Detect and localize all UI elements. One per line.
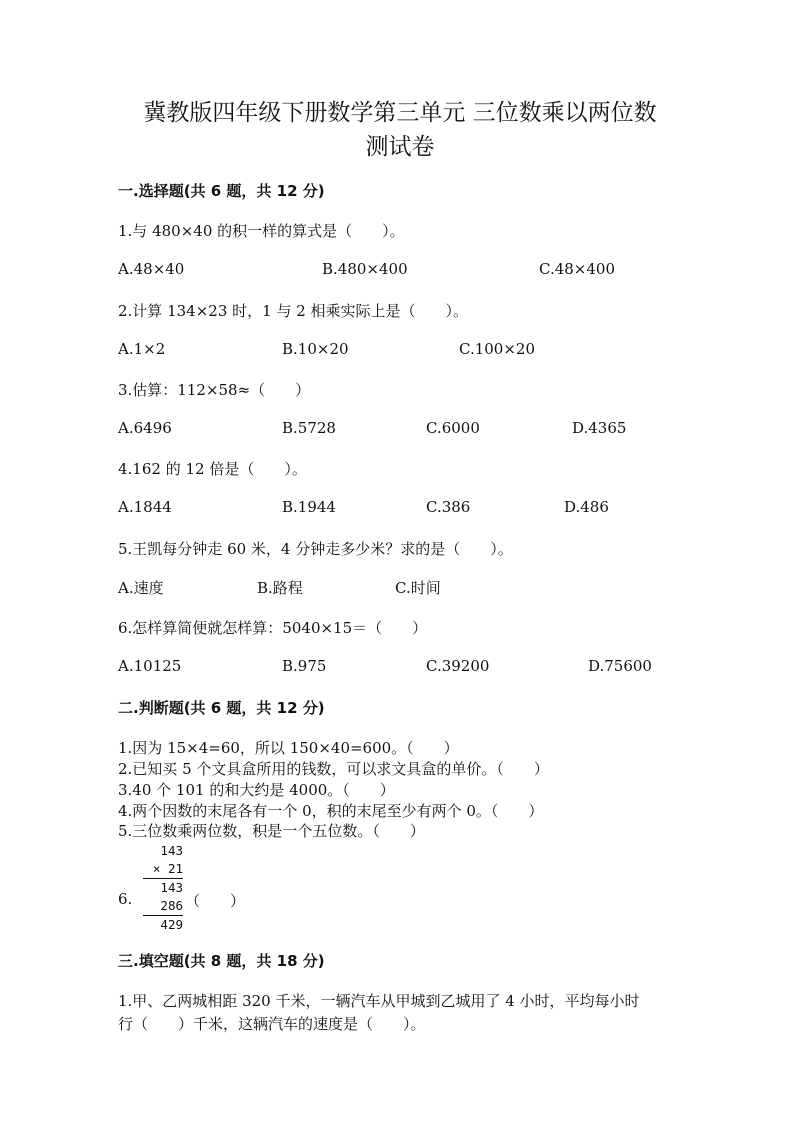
question-text: 4.162 的 12 倍是（ ）。 (118, 460, 307, 478)
option: B.路程 (257, 579, 303, 597)
calc-partial-product: 286 (143, 897, 183, 916)
section-heading-fill: 三.填空题(共 8 题，共 18 分) (118, 952, 325, 970)
question-text: 2.计算 134×23 时，1 与 2 相乘实际上是（ ）。 (118, 302, 469, 320)
doc-title-line2: 测试卷 (365, 134, 435, 160)
doc-title-line1: 冀教版四年级下册数学第三单元 三位数乘以两位数 (143, 100, 657, 126)
question-text: 3.估算：112×58≈（ ） (118, 381, 311, 399)
calc-multiplicand: 143 (160, 843, 183, 858)
option: C.48×400 (539, 260, 615, 278)
fill-question-line: 1.甲、乙两城相距 320 千米，一辆汽车从甲城到乙城用了 4 小时，平均每小时 (118, 992, 640, 1010)
option: C.100×20 (459, 340, 535, 358)
question-text: 5.王凯每分钟走 60 米，4 分钟走多少米？求的是（ ）。 (118, 540, 513, 558)
option: C.时间 (395, 579, 441, 597)
judgement-item: 2.已知买 5 个文具盒所用的钱数，可以求文具盒的单价。（ ） (118, 760, 549, 778)
calc-result: 429 (160, 917, 183, 932)
option: B.5728 (282, 419, 336, 437)
option: A.速度 (118, 579, 164, 597)
calc-multiplier: × 21 (143, 860, 183, 879)
judgement-item: 5.三位数乘两位数，积是一个五位数。（ ） (118, 822, 425, 840)
option: C.6000 (426, 419, 480, 437)
option: A.1×2 (118, 340, 166, 358)
judgement-item: 4.两个因数的末尾各有一个 0，积的末尾至少有两个 0。（ ） (118, 802, 544, 820)
option: C.39200 (426, 657, 490, 675)
option: C.386 (426, 498, 471, 516)
option: D.486 (564, 498, 609, 516)
option: B.975 (282, 657, 327, 675)
section-heading-judgement: 二.判断题(共 6 题，共 12 分) (118, 699, 325, 717)
judgement-item: 1.因为 15×4=60，所以 150×40=600。（ ） (118, 739, 459, 757)
judgement-item-6-paren: （ ） (185, 892, 246, 910)
fill-question-line: 行（ ）千米，这辆汽车的速度是（ ）。 (118, 1015, 426, 1033)
option: A.48×40 (118, 260, 185, 278)
section-heading-choice: 一.选择题(共 6 题，共 12 分) (118, 182, 325, 200)
question-text: 6.怎样算简便就怎样算：5040×15＝（ ） (118, 619, 428, 637)
option: A.6496 (118, 419, 172, 437)
option: A.1844 (118, 498, 172, 516)
option: B.10×20 (282, 340, 349, 358)
option: B.1944 (282, 498, 336, 516)
judgement-item-6-label: 6. (118, 890, 133, 908)
option: D.4365 (572, 419, 627, 437)
option: A.10125 (118, 657, 182, 675)
question-text: 1.与 480×40 的积一样的算式是（ ）。 (118, 222, 405, 240)
calc-partial-product: 143 (160, 880, 183, 895)
judgement-item: 3.40 个 101 的和大约是 4000。（ ） (118, 781, 395, 799)
option: D.75600 (588, 657, 652, 675)
vertical-multiplication (143, 842, 183, 934)
option: B.480×400 (322, 260, 408, 278)
